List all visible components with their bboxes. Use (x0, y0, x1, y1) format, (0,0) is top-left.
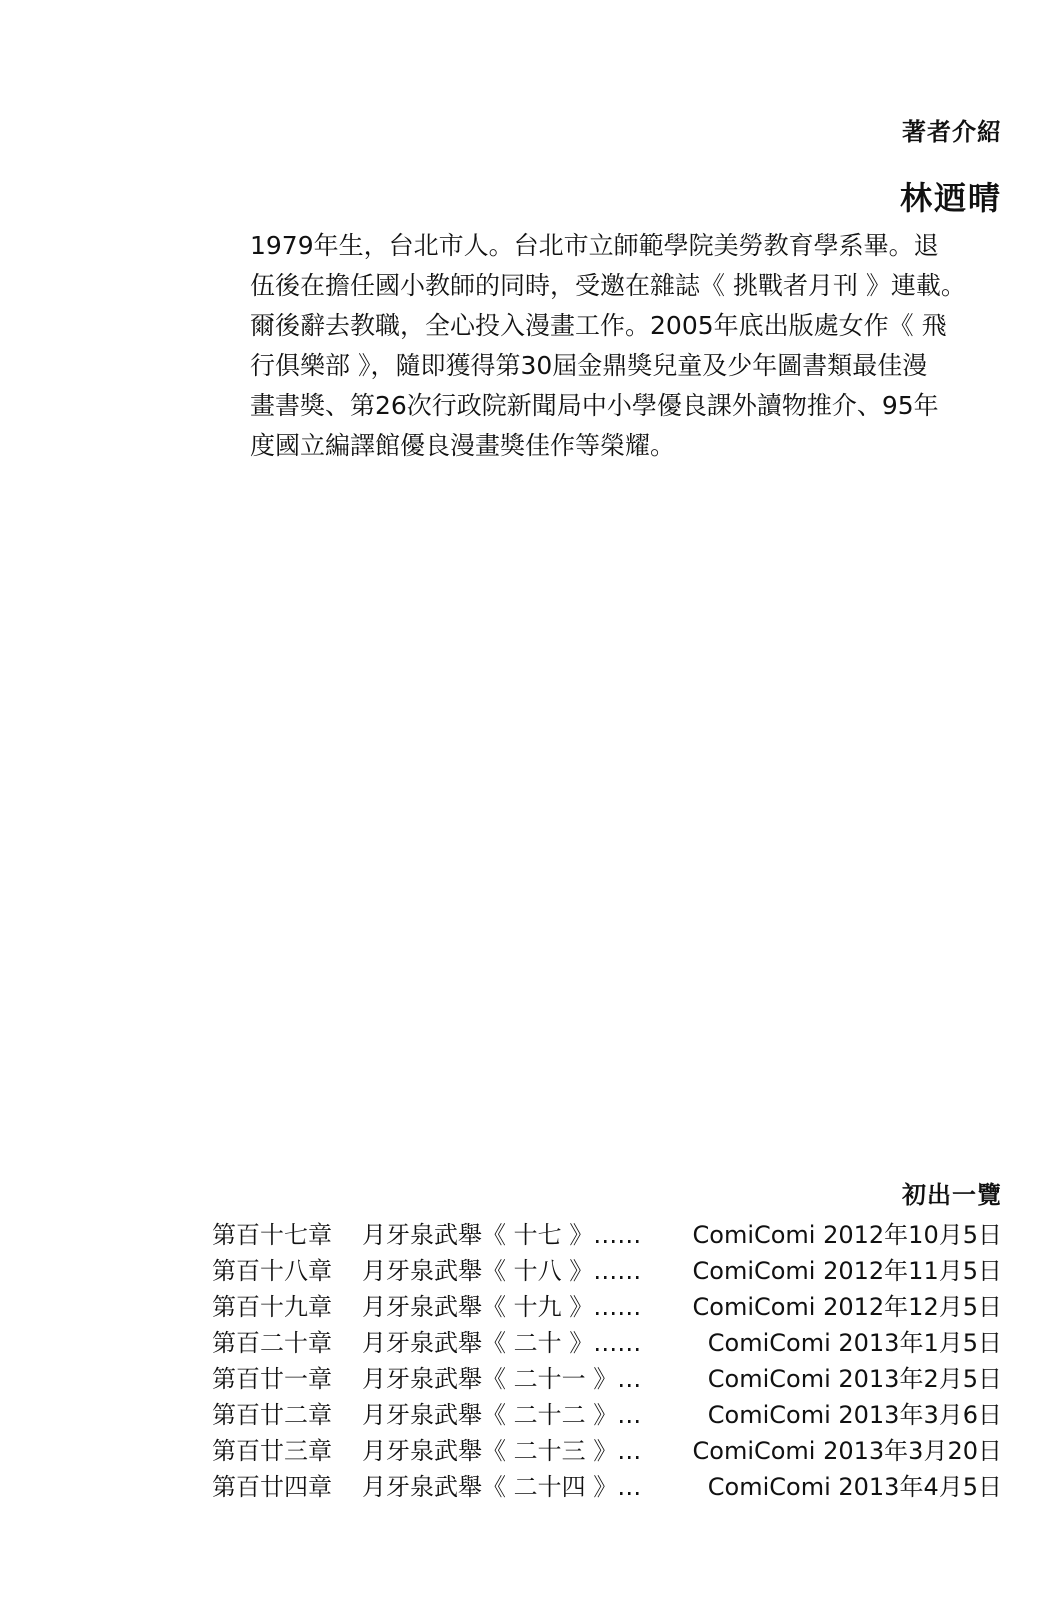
chapter-title: 月牙泉武舉《 二十四 》… (362, 1473, 642, 1501)
publication-source: ComiComi 2012年10月5日 (692, 1221, 1002, 1249)
publication-source: ComiComi 2012年12月5日 (692, 1293, 1002, 1321)
author-name: 林迺晴 (899, 179, 1002, 217)
bio-line: 畫書獎、第26次行政院新聞局中小學優良課外讀物推介、95年 (250, 391, 939, 420)
chapter-number: 第百廿四章 (212, 1473, 332, 1501)
chapter-number: 第百廿二章 (212, 1401, 332, 1429)
first-publication-list (212, 1217, 1002, 1505)
chapter-title: 月牙泉武舉《 十九 》…… (362, 1293, 642, 1321)
publication-row (212, 1217, 1002, 1253)
publication-row (212, 1289, 1002, 1325)
chapter-title: 月牙泉武舉《 二十二 》… (362, 1401, 642, 1429)
publication-row (212, 1325, 1002, 1361)
publication-row (212, 1253, 1002, 1289)
bio-line: 1979年生，台北市人。台北市立師範學院美勞教育學系畢。退 (250, 231, 939, 260)
bio-line: 行俱樂部 》，隨即獲得第30屆金鼎獎兒童及少年圖書類最佳漫 (250, 351, 928, 380)
chapter-title: 月牙泉武舉《 二十 》…… (362, 1329, 642, 1357)
author-bio (250, 226, 1010, 466)
chapter-number: 第百二十章 (212, 1329, 332, 1357)
publication-source: ComiComi 2013年3月20日 (692, 1437, 1002, 1465)
chapter-number: 第百廿三章 (212, 1437, 332, 1465)
bio-line: 度國立編譯館優良漫畫獎佳作等榮耀。 (250, 431, 676, 460)
publication-row (212, 1433, 1002, 1469)
author-section-heading: 著者介紹 (902, 118, 1002, 146)
chapter-title: 月牙泉武舉《 十七 》…… (362, 1221, 642, 1249)
chapter-number: 第百廿一章 (212, 1365, 332, 1393)
publication-row (212, 1397, 1002, 1433)
publication-source: ComiComi 2012年11月5日 (692, 1257, 1002, 1285)
chapter-title: 月牙泉武舉《 十八 》…… (362, 1257, 642, 1285)
chapter-title: 月牙泉武舉《 二十三 》… (362, 1437, 642, 1465)
bio-line: 伍後在擔任國小教師的同時，受邀在雜誌《 挑戰者月刊 》連載。 (250, 271, 966, 300)
publication-source: ComiComi 2013年1月5日 (707, 1329, 1002, 1357)
chapter-title: 月牙泉武舉《 二十一 》… (362, 1365, 642, 1393)
first-publication-heading: 初出一覽 (902, 1181, 1002, 1209)
publication-row (212, 1469, 1002, 1505)
chapter-number: 第百十七章 (212, 1221, 332, 1249)
publication-source: ComiComi 2013年4月5日 (707, 1473, 1002, 1501)
publication-source: ComiComi 2013年3月6日 (707, 1401, 1002, 1429)
chapter-number: 第百十九章 (212, 1293, 332, 1321)
publication-row (212, 1361, 1002, 1397)
chapter-number: 第百十八章 (212, 1257, 332, 1285)
bio-line: 爾後辭去教職，全心投入漫畫工作。2005年底出版處女作《 飛 (250, 311, 947, 340)
publication-source: ComiComi 2013年2月5日 (707, 1365, 1002, 1393)
